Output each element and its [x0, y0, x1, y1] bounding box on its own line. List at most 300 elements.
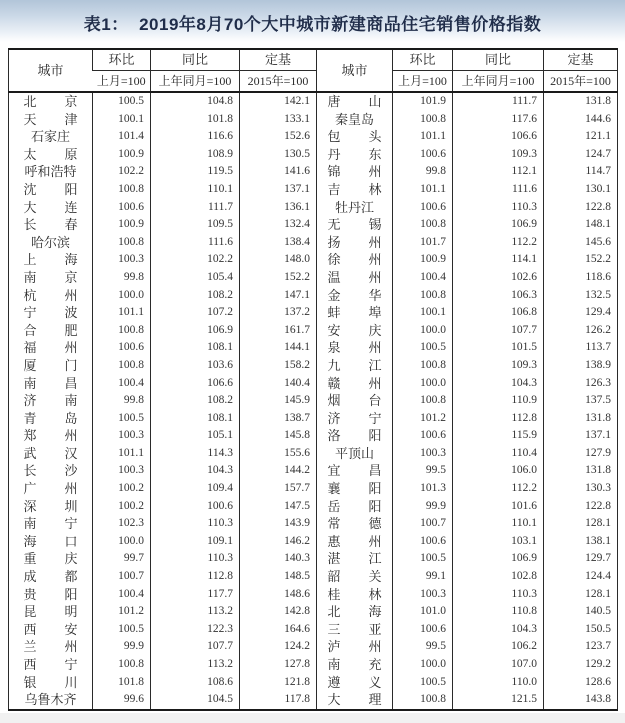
fixedbase-value-cell: 144.2	[240, 462, 317, 480]
mom-value-cell: 100.6	[93, 199, 151, 217]
table-row	[9, 92, 618, 111]
city-cell: 重 庆	[23, 551, 78, 567]
fixedbase-value-cell: 138.4	[240, 234, 317, 252]
city-cell: 长 沙	[23, 463, 78, 479]
city-cell: 南 京	[23, 269, 78, 285]
city-cell: 济 宁	[317, 410, 393, 428]
mom-value-cell: 99.5	[393, 638, 453, 656]
yoy-value-cell: 107.7	[151, 638, 240, 656]
city-cell: 成 都	[23, 569, 78, 585]
fixedbase-value-cell: 138.7	[240, 410, 317, 428]
city-cell: 银 川	[23, 674, 78, 690]
yoy-value-cell: 109.3	[453, 357, 544, 375]
mom-value-cell: 100.1	[93, 111, 151, 129]
city-cell: 南 充	[317, 656, 393, 674]
mom-value-cell: 100.5	[393, 550, 453, 568]
city-cell: 岳 阳	[317, 498, 393, 516]
mom-value-cell: 100.8	[393, 357, 453, 375]
city-cell: 韶 关	[317, 568, 393, 586]
mom-value-cell: 99.8	[393, 163, 453, 181]
yoy-value-cell: 110.3	[453, 199, 544, 217]
mom-value-cell: 101.3	[393, 480, 453, 498]
fixedbase-value-cell: 137.1	[240, 181, 317, 199]
mom-value-cell: 100.2	[93, 480, 151, 498]
mom-value-cell: 100.3	[93, 462, 151, 480]
city-cell: 杭 州	[23, 287, 78, 303]
yoy-value-cell: 111.6	[151, 234, 240, 252]
city-cell: 南 宁	[23, 516, 78, 532]
yoy-value-cell: 119.5	[151, 163, 240, 181]
header-city-right: 城市	[317, 49, 393, 92]
city-cell: 合 肥	[23, 322, 78, 338]
mom-value-cell: 101.2	[93, 603, 151, 621]
table-row	[9, 568, 618, 586]
yoy-value-cell: 110.1	[151, 181, 240, 199]
city-cell: 安 庆	[317, 322, 393, 340]
mom-value-cell: 99.5	[393, 462, 453, 480]
yoy-value-cell: 113.2	[151, 656, 240, 674]
mom-value-cell: 101.1	[93, 445, 151, 463]
mom-value-cell: 100.8	[93, 181, 151, 199]
mom-value-cell: 100.6	[393, 621, 453, 639]
yoy-value-cell: 104.8	[151, 92, 240, 111]
fixedbase-value-cell: 137.1	[544, 427, 618, 445]
yoy-value-cell: 113.2	[151, 603, 240, 621]
fixedbase-value-cell: 123.7	[544, 638, 618, 656]
header-fixedbase-left: 定基	[240, 49, 317, 71]
city-cell: 无 锡	[317, 216, 393, 234]
fixedbase-value-cell: 152.6	[240, 128, 317, 146]
yoy-value-cell: 112.2	[453, 234, 544, 252]
city-cell: 郑 州	[23, 428, 78, 444]
mom-value-cell: 99.8	[93, 269, 151, 287]
yoy-value-cell: 108.2	[151, 392, 240, 410]
fixedbase-value-cell: 126.2	[544, 322, 618, 340]
fixedbase-value-cell: 148.5	[240, 568, 317, 586]
yoy-value-cell: 110.3	[151, 515, 240, 533]
yoy-value-cell: 122.3	[151, 621, 240, 639]
yoy-value-cell: 109.5	[151, 216, 240, 234]
mom-value-cell: 100.6	[393, 427, 453, 445]
mom-value-cell: 101.0	[393, 603, 453, 621]
fixedbase-value-cell: 130.3	[544, 480, 618, 498]
yoy-value-cell: 112.2	[453, 480, 544, 498]
table-row	[9, 304, 618, 322]
yoy-value-cell: 101.5	[453, 339, 544, 357]
yoy-value-cell: 108.9	[151, 146, 240, 164]
city-cell: 乌 鲁 木 齐	[24, 692, 77, 708]
mom-value-cell: 100.8	[393, 392, 453, 410]
header-yoy-base-left: 上年同月=100	[151, 71, 240, 93]
fixedbase-value-cell: 158.2	[240, 357, 317, 375]
header-yoy-left: 同比	[151, 49, 240, 71]
yoy-value-cell: 106.3	[453, 287, 544, 305]
mom-value-cell: 101.7	[393, 234, 453, 252]
yoy-value-cell: 121.5	[453, 691, 544, 710]
table-row	[9, 146, 618, 164]
yoy-value-cell: 114.1	[453, 251, 544, 269]
yoy-value-cell: 108.2	[151, 287, 240, 305]
table-row	[9, 445, 618, 463]
city-cell: 遵 义	[317, 674, 393, 692]
yoy-value-cell: 103.1	[453, 533, 544, 551]
fixedbase-value-cell: 136.1	[240, 199, 317, 217]
table-row	[9, 550, 618, 568]
yoy-value-cell: 112.8	[151, 568, 240, 586]
header-fixedbase-right: 定基	[544, 49, 618, 71]
yoy-value-cell: 109.1	[151, 533, 240, 551]
yoy-value-cell: 110.1	[453, 515, 544, 533]
mom-value-cell: 100.7	[393, 515, 453, 533]
city-cell: 吉 林	[317, 181, 393, 199]
mom-value-cell: 100.0	[393, 322, 453, 340]
city-cell: 洛 阳	[317, 427, 393, 445]
yoy-value-cell: 106.0	[453, 462, 544, 480]
city-cell: 北 海	[317, 603, 393, 621]
fixedbase-value-cell: 131.8	[544, 462, 618, 480]
header-mom-base-right: 上月=100	[393, 71, 453, 93]
yoy-value-cell: 112.8	[453, 410, 544, 428]
mom-value-cell: 100.5	[93, 621, 151, 639]
title-band	[0, 0, 625, 42]
table-row	[9, 339, 618, 357]
fixedbase-value-cell: 122.8	[544, 199, 618, 217]
fixedbase-value-cell: 140.3	[240, 550, 317, 568]
page-title: 表1： 2019年8月70个大中城市新建商品住宅销售价格指数	[83, 14, 542, 34]
fixedbase-value-cell: 129.4	[544, 304, 618, 322]
mom-value-cell: 100.6	[393, 533, 453, 551]
mom-value-cell: 100.3	[393, 445, 453, 463]
city-cell: 包 头	[317, 128, 393, 146]
city-cell: 福 州	[23, 340, 78, 356]
mom-value-cell: 100.8	[393, 111, 453, 129]
yoy-value-cell: 109.4	[151, 480, 240, 498]
fixedbase-value-cell: 152.2	[240, 269, 317, 287]
fixedbase-value-cell: 126.3	[544, 375, 618, 393]
city-cell: 南 昌	[23, 375, 78, 391]
yoy-value-cell: 102.8	[453, 568, 544, 586]
city-cell: 秦 皇 岛	[317, 111, 393, 129]
mom-value-cell: 101.2	[393, 410, 453, 428]
yoy-value-cell: 105.4	[151, 269, 240, 287]
mom-value-cell: 100.3	[93, 427, 151, 445]
yoy-value-cell: 101.6	[453, 498, 544, 516]
mom-value-cell: 100.8	[93, 322, 151, 340]
city-cell: 长 春	[23, 217, 78, 233]
city-cell: 宜 昌	[317, 462, 393, 480]
table-row	[9, 674, 618, 692]
header-mom-right: 环比	[393, 49, 453, 71]
yoy-value-cell: 106.9	[453, 216, 544, 234]
city-cell: 济 南	[23, 393, 78, 409]
fixedbase-value-cell: 155.6	[240, 445, 317, 463]
city-cell: 深 圳	[23, 498, 78, 514]
table-row	[9, 621, 618, 639]
city-cell: 三 亚	[317, 621, 393, 639]
fixedbase-value-cell: 147.1	[240, 287, 317, 305]
city-cell: 牡 丹 江	[317, 199, 393, 217]
fixedbase-value-cell: 122.8	[544, 498, 618, 516]
mom-value-cell: 100.8	[93, 656, 151, 674]
yoy-value-cell: 106.9	[453, 550, 544, 568]
table-row	[9, 498, 618, 516]
mom-value-cell: 101.1	[93, 304, 151, 322]
yoy-value-cell: 117.7	[151, 586, 240, 604]
table-row	[9, 199, 618, 217]
yoy-value-cell: 111.7	[453, 92, 544, 111]
yoy-value-cell: 116.6	[151, 128, 240, 146]
fixedbase-value-cell: 132.5	[544, 287, 618, 305]
city-cell: 平 顶 山	[317, 445, 393, 463]
fixedbase-value-cell: 140.5	[544, 603, 618, 621]
fixedbase-value-cell: 148.6	[240, 586, 317, 604]
fixedbase-value-cell: 157.7	[240, 480, 317, 498]
header-yoy-right: 同比	[453, 49, 544, 71]
city-cell: 广 州	[23, 481, 78, 497]
yoy-value-cell: 106.6	[151, 375, 240, 393]
city-cell: 太 原	[23, 146, 78, 162]
city-cell: 唐 山	[317, 92, 393, 111]
city-cell: 青 岛	[23, 410, 78, 426]
table-row	[9, 533, 618, 551]
fixedbase-value-cell: 124.2	[240, 638, 317, 656]
city-cell: 上 海	[23, 252, 78, 268]
fixedbase-value-cell: 143.8	[544, 691, 618, 710]
mom-value-cell: 100.6	[393, 146, 453, 164]
city-cell: 惠 州	[317, 533, 393, 551]
mom-value-cell: 99.9	[93, 638, 151, 656]
table-row	[9, 410, 618, 428]
yoy-value-cell: 102.2	[151, 251, 240, 269]
table-row	[9, 638, 618, 656]
fixedbase-value-cell: 129.2	[544, 656, 618, 674]
city-cell: 蚌 埠	[317, 304, 393, 322]
city-cell: 厦 门	[23, 357, 78, 373]
fixedbase-value-cell: 141.6	[240, 163, 317, 181]
fixedbase-value-cell: 144.1	[240, 339, 317, 357]
table-row	[9, 656, 618, 674]
fixedbase-value-cell: 129.7	[544, 550, 618, 568]
city-cell: 西 宁	[23, 657, 78, 672]
mom-value-cell: 100.5	[93, 92, 151, 111]
table-row	[9, 128, 618, 146]
mom-value-cell: 100.8	[393, 691, 453, 710]
header-fixedbase-base-right: 2015年=100	[544, 71, 618, 93]
fixedbase-value-cell: 113.7	[544, 339, 618, 357]
yoy-value-cell: 117.6	[453, 111, 544, 129]
city-cell: 西 安	[23, 621, 78, 637]
yoy-value-cell: 111.7	[151, 199, 240, 217]
fixedbase-value-cell: 142.8	[240, 603, 317, 621]
mom-value-cell: 99.1	[393, 568, 453, 586]
mom-value-cell: 100.9	[93, 146, 151, 164]
table-row	[9, 269, 618, 287]
mom-value-cell: 100.4	[93, 586, 151, 604]
table-row	[9, 375, 618, 393]
city-cell: 徐 州	[317, 251, 393, 269]
city-cell: 九 江	[317, 357, 393, 375]
table-row	[9, 234, 618, 252]
city-cell: 昆 明	[23, 604, 78, 620]
yoy-value-cell: 108.1	[151, 339, 240, 357]
fixedbase-value-cell: 145.6	[544, 234, 618, 252]
fixedbase-value-cell: 147.5	[240, 498, 317, 516]
city-cell: 兰 州	[23, 639, 78, 655]
fixedbase-value-cell: 137.2	[240, 304, 317, 322]
city-cell: 天 津	[23, 111, 78, 127]
city-cell: 武 汉	[23, 445, 78, 461]
fixedbase-value-cell: 142.1	[240, 92, 317, 111]
yoy-value-cell: 102.6	[453, 269, 544, 287]
yoy-value-cell: 104.3	[453, 621, 544, 639]
yoy-value-cell: 100.6	[151, 498, 240, 516]
city-cell: 温 州	[317, 269, 393, 287]
yoy-value-cell: 110.4	[453, 445, 544, 463]
table-row	[9, 163, 618, 181]
mom-value-cell: 100.8	[393, 216, 453, 234]
mom-value-cell: 100.6	[393, 199, 453, 217]
city-cell: 沈 阳	[23, 181, 78, 197]
fixedbase-value-cell: 146.2	[240, 533, 317, 551]
city-cell: 呼 和 浩 特	[24, 164, 77, 180]
city-cell: 大 理	[317, 691, 393, 710]
fixedbase-value-cell: 140.4	[240, 375, 317, 393]
yoy-value-cell: 110.3	[151, 550, 240, 568]
fixedbase-value-cell: 143.9	[240, 515, 317, 533]
city-cell: 丹 东	[317, 146, 393, 164]
fixedbase-value-cell: 118.6	[544, 269, 618, 287]
mom-value-cell: 101.1	[393, 181, 453, 199]
mom-value-cell: 100.0	[93, 533, 151, 551]
yoy-value-cell: 101.8	[151, 111, 240, 129]
mom-value-cell: 100.3	[93, 251, 151, 269]
mom-value-cell: 101.1	[393, 128, 453, 146]
city-cell: 赣 州	[317, 375, 393, 393]
mom-value-cell: 101.9	[393, 92, 453, 111]
mom-value-cell: 100.9	[393, 251, 453, 269]
table-row	[9, 480, 618, 498]
fixedbase-value-cell: 121.8	[240, 674, 317, 692]
yoy-value-cell: 114.3	[151, 445, 240, 463]
table-row	[9, 586, 618, 604]
table-row	[9, 287, 618, 305]
table-row	[9, 427, 618, 445]
yoy-value-cell: 106.9	[151, 322, 240, 340]
mom-value-cell: 101.8	[93, 674, 151, 692]
table-row	[9, 603, 618, 621]
yoy-value-cell: 107.2	[151, 304, 240, 322]
mom-value-cell: 100.4	[393, 269, 453, 287]
yoy-value-cell: 103.6	[151, 357, 240, 375]
city-cell: 哈 尔 滨	[30, 234, 71, 250]
yoy-value-cell: 106.8	[453, 304, 544, 322]
yoy-value-cell: 110.9	[453, 392, 544, 410]
mom-value-cell: 102.2	[93, 163, 151, 181]
mom-value-cell: 100.5	[93, 410, 151, 428]
mom-value-cell: 100.9	[93, 216, 151, 234]
mom-value-cell: 99.6	[93, 691, 151, 710]
table-row	[9, 322, 618, 340]
mom-value-cell: 100.5	[393, 339, 453, 357]
mom-value-cell: 102.3	[93, 515, 151, 533]
fixedbase-value-cell: 148.1	[544, 216, 618, 234]
table-row	[9, 111, 618, 129]
mom-value-cell: 100.2	[93, 498, 151, 516]
city-cell: 扬 州	[317, 234, 393, 252]
mom-value-cell: 100.0	[393, 375, 453, 393]
yoy-value-cell: 104.3	[453, 375, 544, 393]
yoy-value-cell: 115.9	[453, 427, 544, 445]
mom-value-cell: 100.1	[393, 304, 453, 322]
mom-value-cell: 100.5	[393, 674, 453, 692]
price-index-table	[8, 48, 618, 711]
fixedbase-value-cell: 124.7	[544, 146, 618, 164]
fixedbase-value-cell: 164.6	[240, 621, 317, 639]
fixedbase-value-cell: 130.1	[544, 181, 618, 199]
fixedbase-value-cell: 130.5	[240, 146, 317, 164]
fixedbase-value-cell: 144.6	[544, 111, 618, 129]
city-cell: 泉 州	[317, 339, 393, 357]
fixedbase-value-cell: 152.2	[544, 251, 618, 269]
mom-value-cell: 100.0	[393, 656, 453, 674]
city-cell: 桂 林	[317, 586, 393, 604]
city-cell: 北 京	[23, 94, 78, 109]
yoy-value-cell: 104.5	[151, 691, 240, 710]
city-cell: 襄 阳	[317, 480, 393, 498]
fixedbase-value-cell: 145.9	[240, 392, 317, 410]
table-body	[9, 92, 618, 710]
yoy-value-cell: 108.6	[151, 674, 240, 692]
mom-value-cell: 100.8	[93, 357, 151, 375]
table-row	[9, 392, 618, 410]
fixedbase-value-cell: 150.5	[544, 621, 618, 639]
city-cell: 海 口	[23, 533, 78, 549]
city-cell: 烟 台	[317, 392, 393, 410]
yoy-value-cell: 105.1	[151, 427, 240, 445]
city-cell: 大 连	[23, 199, 78, 215]
yoy-value-cell: 106.2	[453, 638, 544, 656]
table-row	[9, 515, 618, 533]
fixedbase-value-cell: 138.9	[544, 357, 618, 375]
fixedbase-value-cell: 128.6	[544, 674, 618, 692]
yoy-value-cell: 112.1	[453, 163, 544, 181]
yoy-value-cell: 107.7	[453, 322, 544, 340]
table-row	[9, 181, 618, 199]
fixedbase-value-cell: 117.8	[240, 691, 317, 710]
yoy-value-cell: 104.3	[151, 462, 240, 480]
city-cell: 常 德	[317, 515, 393, 533]
fixedbase-value-cell: 127.9	[544, 445, 618, 463]
mom-value-cell: 101.4	[93, 128, 151, 146]
fixedbase-value-cell: 128.1	[544, 515, 618, 533]
yoy-value-cell: 110.3	[453, 586, 544, 604]
table-row	[9, 357, 618, 375]
fixedbase-value-cell: 127.8	[240, 656, 317, 674]
bottom-strip	[0, 713, 625, 723]
fixedbase-value-cell: 124.4	[544, 568, 618, 586]
fixedbase-value-cell: 131.8	[544, 92, 618, 111]
mom-value-cell: 100.4	[93, 375, 151, 393]
mom-value-cell: 99.8	[93, 392, 151, 410]
table-header	[9, 49, 618, 92]
mom-value-cell: 100.0	[93, 287, 151, 305]
header-city-left: 城市	[9, 49, 93, 92]
yoy-value-cell: 106.6	[453, 128, 544, 146]
mom-value-cell: 100.7	[93, 568, 151, 586]
mom-value-cell: 100.3	[393, 586, 453, 604]
table-row	[9, 462, 618, 480]
yoy-value-cell: 110.8	[453, 603, 544, 621]
